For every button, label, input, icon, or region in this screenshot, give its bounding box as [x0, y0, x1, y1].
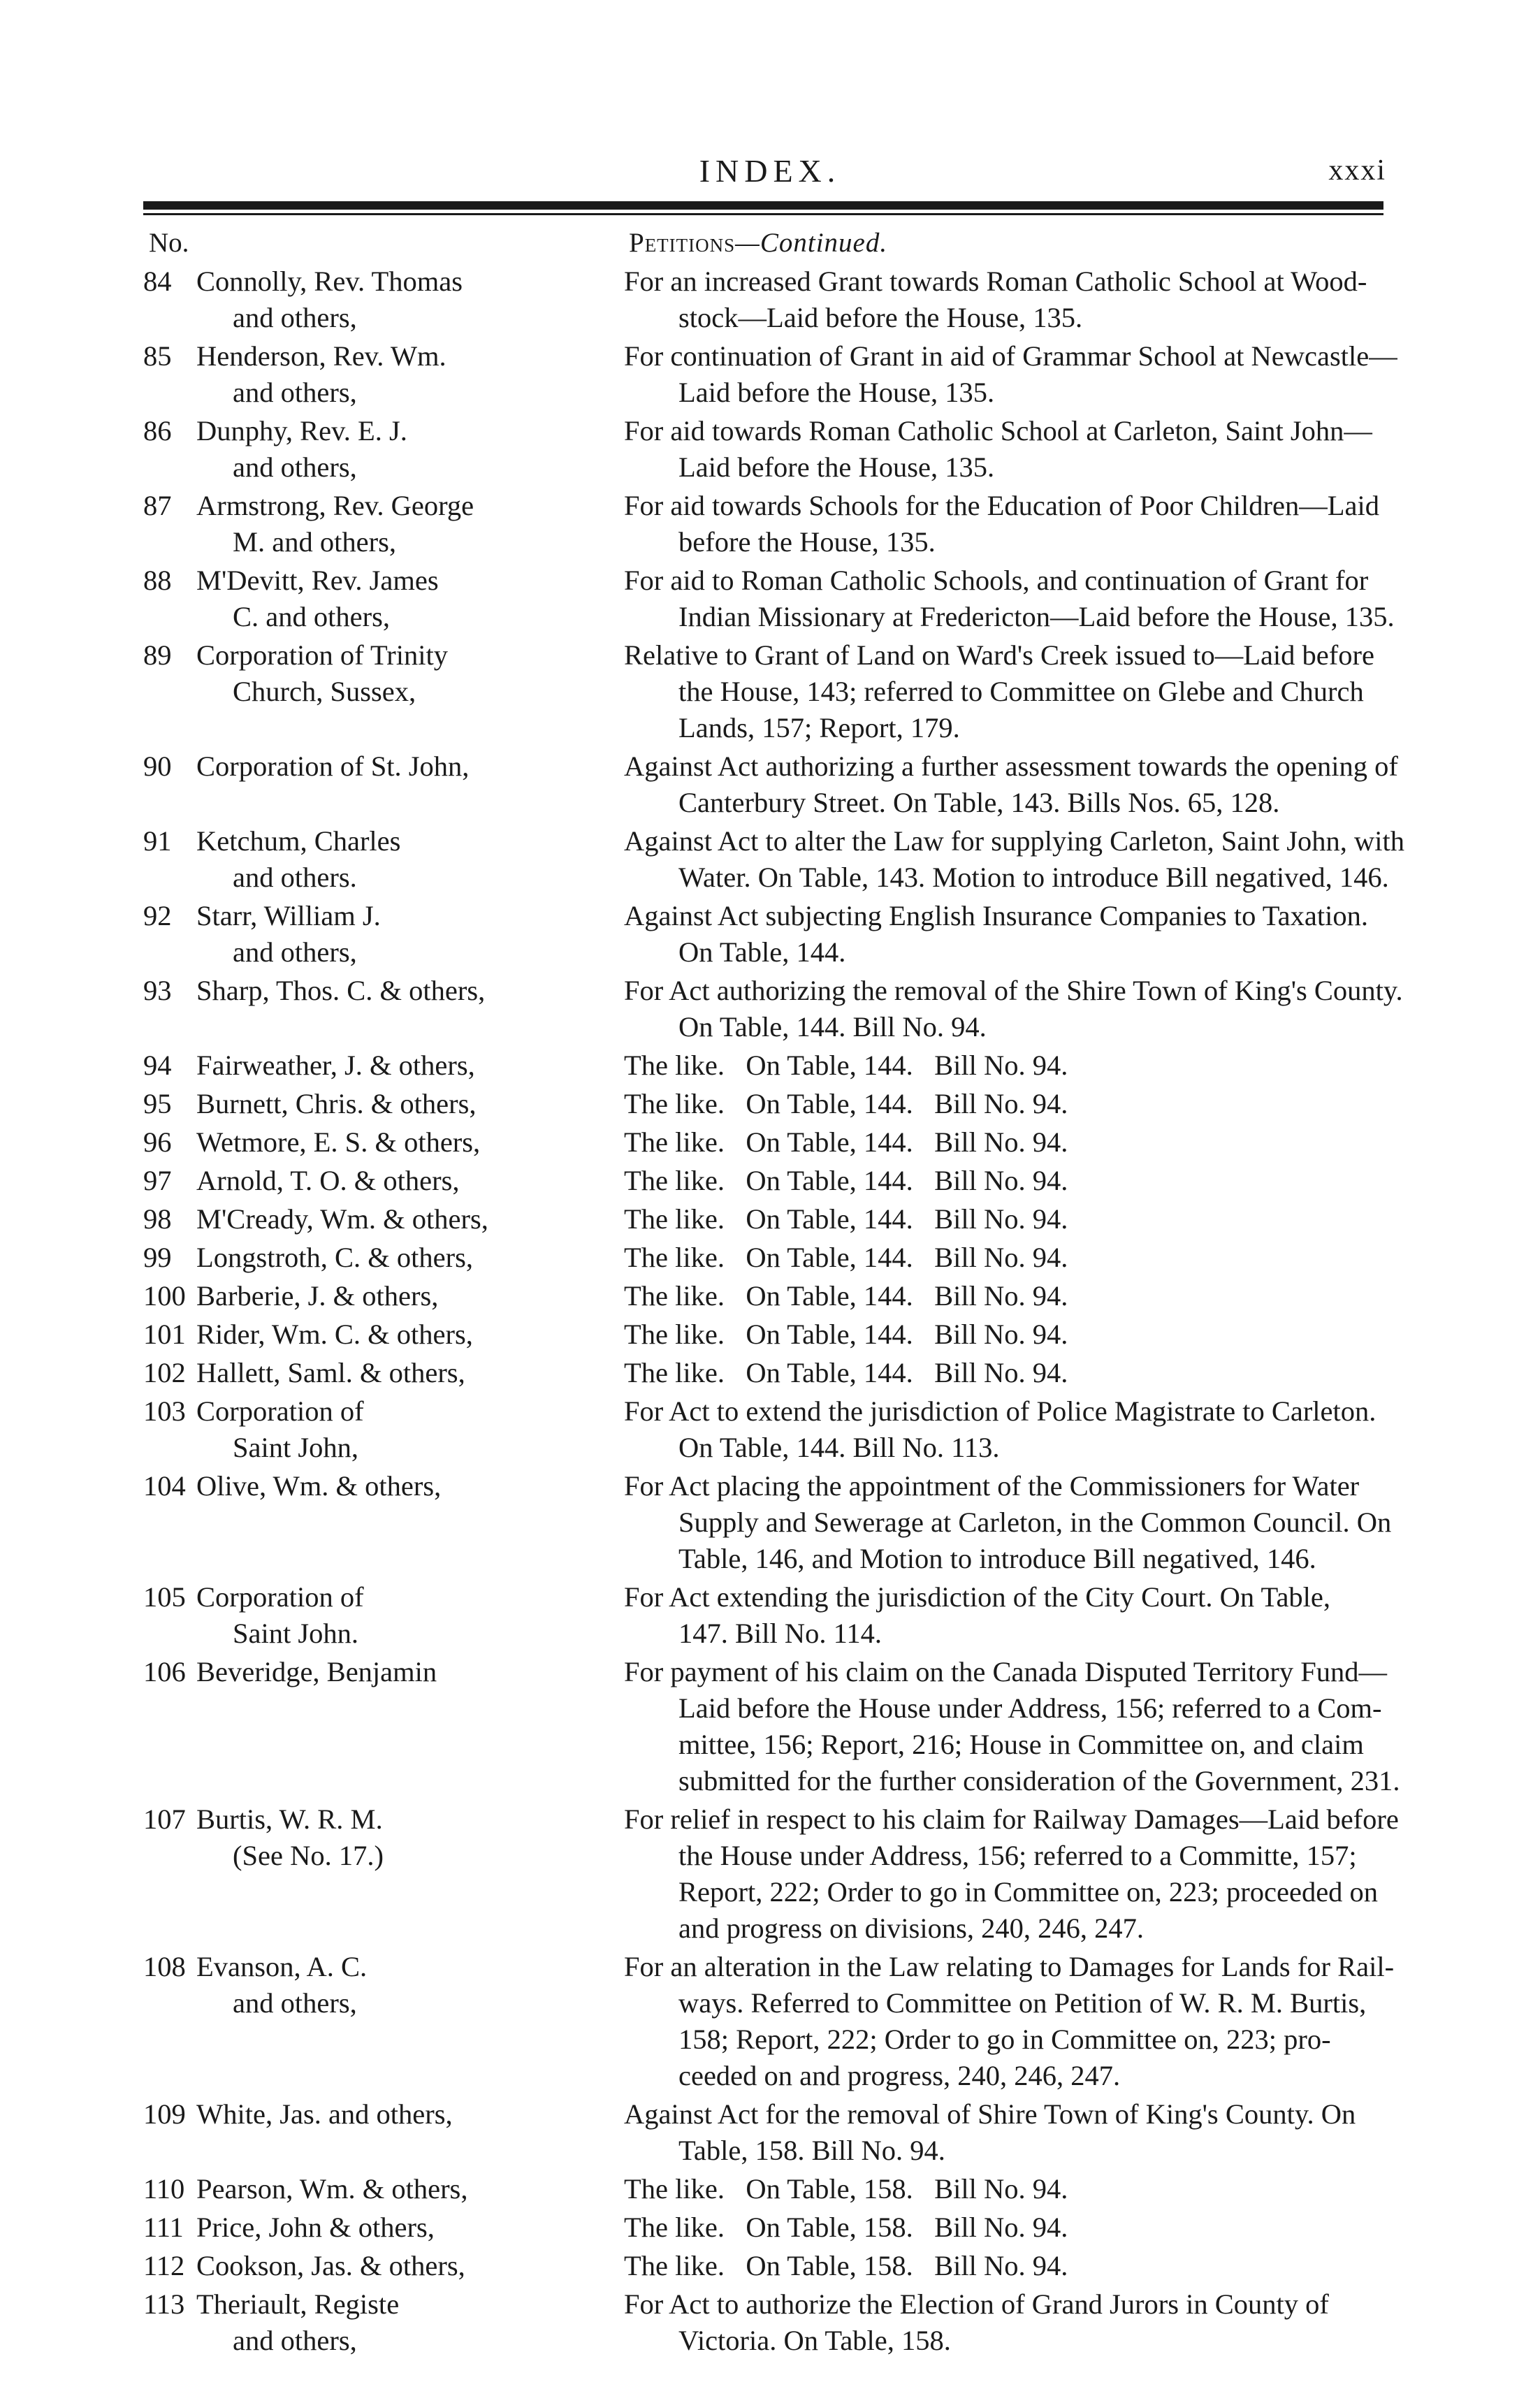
index-entry [143, 1086, 1383, 1122]
description-line: The like. On Table, 158. Bill No. 94. [624, 2173, 1068, 2205]
entry-description [624, 748, 1398, 821]
entry-petitioner [196, 1201, 624, 1237]
index-entry [143, 1801, 1399, 1947]
entry-petitioner [196, 637, 624, 746]
petitioner-name: Ketchum, Charles [196, 825, 401, 857]
petitioner-name: Pearson, Wm. & others, [196, 2173, 468, 2205]
entry-description [624, 338, 1397, 411]
description-line: For Act authorizing the removal of the Shire Town of King's County. [624, 975, 1403, 1006]
index-entry [143, 1201, 1383, 1237]
description-line-continued: Water. On Table, 143. Motion to introduce Bill negatived, 146. [678, 862, 1389, 893]
description-line: For aid towards Schools for the Education of Poor Children—Laid [624, 490, 1379, 521]
description-line-continued: 147. Bill No. 114. [678, 1618, 882, 1649]
entry-petitioner [196, 748, 624, 821]
petitioner-name: Price, John & others, [196, 2212, 435, 2243]
petitioner-name-continued: and others, [233, 936, 357, 968]
description-line-continued: ceeded on and progress, 240, 246, 247. [678, 2060, 1121, 2091]
description-line: The like. On Table, 158. Bill No. 94. [624, 2212, 1068, 2243]
entry-number: 113 [143, 2288, 185, 2320]
petitioner-name: Armstrong, Rev. George [196, 490, 474, 521]
entry-number: 111 [143, 2212, 184, 2243]
entry-number: 112 [143, 2250, 185, 2281]
description-line: For Act placing the appointment of the Commissioners for Water [624, 1470, 1360, 1502]
entry-description [624, 2171, 1383, 2207]
entry-petitioner [196, 1654, 624, 1799]
entry-description [624, 1654, 1400, 1799]
entry-petitioner [196, 1047, 624, 1084]
description-line: For continuation of Grant in aid of Grammar School at Newcastle— [624, 340, 1397, 372]
index-entry [143, 2286, 1383, 2359]
description-line: Relative to Grant of Land on Ward's Creek issued to—Laid before [624, 639, 1374, 671]
entry-number: 108 [143, 1951, 186, 1982]
petitioner-name: Beveridge, Benjamin [196, 1656, 437, 1687]
running-head [0, 152, 1540, 194]
petitioner-name: Cookson, Jas. & others, [196, 2250, 465, 2281]
petitioner-name-continued: Church, Sussex, [233, 676, 416, 707]
petitioner-name: Theriault, Registe [196, 2288, 400, 2320]
entry-number: 97 [143, 1165, 172, 1196]
entry-petitioner [196, 1316, 624, 1353]
petitioner-name: Starr, William J. [196, 900, 381, 931]
index-entry [143, 1468, 1392, 1577]
entry-description [624, 1468, 1391, 1577]
entry-petitioner [196, 2286, 624, 2359]
description-line: The like. On Table, 144. Bill No. 94. [624, 1050, 1068, 1081]
entry-petitioner [196, 1579, 624, 1652]
description-line: The like. On Table, 144. Bill No. 94. [624, 1357, 1068, 1388]
entry-description [624, 488, 1383, 560]
entry-description [624, 2209, 1383, 2246]
entry-petitioner [196, 1468, 624, 1577]
description-line: The like. On Table, 144. Bill No. 94. [624, 1242, 1068, 1273]
entry-description [624, 1355, 1383, 1391]
description-line: The like. On Table, 144. Bill No. 94. [624, 1319, 1068, 1350]
petitioner-name: White, Jas. and others, [196, 2098, 453, 2130]
entry-number: 105 [143, 1581, 186, 1613]
index-entry [143, 413, 1383, 486]
description-line: For Act extending the jurisdiction of the City Court. On Table, [624, 1581, 1331, 1613]
index-entry [143, 1949, 1395, 2094]
petitioner-name-continued: M. and others, [233, 526, 396, 558]
entry-number: 85 [143, 340, 172, 372]
entry-number: 89 [143, 639, 172, 671]
index-entry [143, 1047, 1383, 1084]
index-entry [143, 637, 1383, 746]
entry-number: 107 [143, 1803, 186, 1835]
description-line: For Act to extend the jurisdiction of Police Magistrate to Carleton. [624, 1395, 1376, 1427]
petitioner-name: Dunphy, Rev. E. J. [196, 415, 407, 446]
description-line: For an alteration in the Law relating to Damages for Lands for Rail- [624, 1951, 1395, 1982]
description-line-continued: Lands, 157; Report, 179. [678, 712, 960, 743]
entry-description [624, 1393, 1383, 1466]
entry-description [624, 1801, 1399, 1947]
description-line-continued: Supply and Sewerage at Carleton, in the Common Council. On [678, 1506, 1392, 1538]
petitioner-name: Sharp, Thos. C. & others, [196, 975, 486, 1006]
description-line: The like. On Table, 144. Bill No. 94. [624, 1203, 1068, 1235]
entry-description [624, 973, 1403, 1045]
section-continued: —Continued. [735, 228, 888, 258]
entry-description [624, 562, 1395, 635]
description-line-continued: Laid before the House under Address, 156; referred to a Com- [678, 1692, 1382, 1724]
description-line-continued: Report, 222; Order to go in Committee on, 223; proceeded on [678, 1876, 1379, 1908]
entry-petitioner [196, 1163, 624, 1199]
petitioner-name: Burtis, W. R. M. [196, 1803, 383, 1835]
petition-entries [143, 263, 1404, 2361]
index-entry [143, 1654, 1400, 1799]
entry-petitioner [196, 2209, 624, 2246]
petitioner-name: Wetmore, E. S. & others, [196, 1126, 481, 1158]
description-line-continued: 158; Report, 222; Order to go in Committee on, 223; pro- [678, 2024, 1331, 2055]
entry-number: 86 [143, 415, 172, 446]
entry-description [624, 2248, 1383, 2284]
index-entry [143, 1240, 1383, 1276]
description-line: Against Act to alter the Law for supplying Carleton, Saint John, with [624, 825, 1404, 857]
entry-number: 98 [143, 1203, 172, 1235]
entry-description [624, 1240, 1383, 1276]
entry-number: 88 [143, 565, 172, 596]
entry-description [624, 1124, 1383, 1161]
entry-description [624, 1949, 1394, 2094]
entry-petitioner [196, 1355, 624, 1391]
index-entry [143, 1278, 1383, 1314]
entry-petitioner [196, 898, 624, 971]
entry-description [624, 898, 1383, 971]
description-line-continued: ways. Referred to Committee on Petition of W. R. M. Burtis, [678, 1987, 1367, 2019]
description-line: For payment of his claim on the Canada Disputed Territory Fund— [624, 1656, 1387, 1687]
description-line: For relief in respect to his claim for Railway Damages—Laid before [624, 1803, 1399, 1835]
description-line-continued: On Table, 144. [678, 936, 846, 968]
entry-number: 104 [143, 1470, 186, 1502]
description-line-continued: and progress on divisions, 240, 246, 247. [678, 1912, 1144, 1944]
entry-number: 100 [143, 1280, 186, 1312]
entry-petitioner [196, 1801, 624, 1947]
entry-description [624, 1278, 1383, 1314]
header-rule-thin [143, 213, 1383, 215]
entry-number: 102 [143, 1357, 186, 1388]
index-entry [143, 562, 1395, 635]
description-line-continued: Canterbury Street. On Table, 143. Bills Nos. 65, 128. [678, 787, 1280, 818]
description-line-continued: Indian Missionary at Fredericton—Laid before the House, 135. [678, 601, 1395, 632]
index-entry [143, 748, 1398, 821]
entry-number: 93 [143, 975, 172, 1006]
entry-petitioner [196, 263, 624, 336]
petitioner-name: Burnett, Chris. & others, [196, 1088, 477, 1119]
entry-number: 110 [143, 2173, 185, 2205]
entry-number: 90 [143, 750, 172, 782]
entry-petitioner [196, 1949, 624, 2094]
index-entry [143, 2209, 1383, 2246]
entry-number: 109 [143, 2098, 186, 2130]
entry-number: 84 [143, 266, 172, 297]
description-line: For aid towards Roman Catholic School at Carleton, Saint John— [624, 415, 1372, 446]
description-line-continued: before the House, 135. [678, 526, 936, 558]
index-entry [143, 338, 1397, 411]
petitioner-name: Barberie, J. & others, [196, 1280, 439, 1312]
entry-petitioner [196, 2171, 624, 2207]
entry-number: 87 [143, 490, 172, 521]
entry-description [624, 1201, 1383, 1237]
description-line: For aid to Roman Catholic Schools, and continuation of Grant for [624, 565, 1369, 596]
description-line-continued: Laid before the House, 135. [678, 377, 995, 408]
description-line: The like. On Table, 144. Bill No. 94. [624, 1126, 1068, 1158]
entry-description [624, 637, 1383, 746]
entry-number: 91 [143, 825, 172, 857]
entry-description [624, 1579, 1383, 1652]
description-line-continued: the House, 143; referred to Committee on Glebe and Church [678, 676, 1364, 707]
entry-description [624, 413, 1383, 486]
index-entry [143, 973, 1403, 1045]
column-headings [143, 227, 1383, 262]
description-line: The like. On Table, 158. Bill No. 94. [624, 2250, 1068, 2281]
entry-number: 92 [143, 900, 172, 931]
index-entry [143, 263, 1383, 336]
entry-petitioner [196, 2248, 624, 2284]
index-entry [143, 1579, 1383, 1652]
petitioner-name: Corporation of [196, 1395, 364, 1427]
description-line-continued: the House under Address, 156; referred to a Committe, 157; [678, 1840, 1357, 1871]
entry-description [624, 823, 1404, 896]
petitioner-name-continued: and others, [233, 2325, 357, 2356]
section-title: Petitions [629, 228, 736, 258]
header-rule-thick [143, 201, 1383, 210]
entry-petitioner [196, 2096, 624, 2169]
column-heading-no: No. [149, 228, 189, 258]
petitioner-name: Arnold, T. O. & others, [196, 1165, 460, 1196]
petitioner-name: Olive, Wm. & others, [196, 1470, 442, 1502]
petitioner-name: Rider, Wm. C. & others, [196, 1319, 473, 1350]
description-line: The like. On Table, 144. Bill No. 94. [624, 1165, 1068, 1196]
description-line: The like. On Table, 144. Bill No. 94. [624, 1088, 1068, 1119]
entry-petitioner [196, 1393, 624, 1466]
petitioner-name: Corporation of Trinity [196, 639, 449, 671]
petitioner-name: Hallett, Saml. & others, [196, 1357, 465, 1388]
entry-petitioner [196, 1240, 624, 1276]
petitioner-name-continued: and others, [233, 377, 357, 408]
entry-petitioner [196, 1278, 624, 1314]
entry-number: 103 [143, 1395, 186, 1427]
column-heading-section [629, 227, 887, 259]
petitioner-name: Corporation of St. John, [196, 750, 470, 782]
petitioner-name: M'Cready, Wm. & others, [196, 1203, 488, 1235]
index-entry [143, 2171, 1383, 2207]
entry-number: 101 [143, 1319, 186, 1350]
entry-number: 99 [143, 1242, 172, 1273]
entry-description [624, 263, 1383, 336]
index-entry [143, 898, 1383, 971]
petitioner-name: Henderson, Rev. Wm. [196, 340, 446, 372]
description-line-continued: Victoria. On Table, 158. [678, 2325, 951, 2356]
description-line-continued: mittee, 156; Report, 216; House in Committee on, and claim [678, 1729, 1364, 1760]
description-line: For Act to authorize the Election of Grand Jurors in County of [624, 2288, 1329, 2320]
petitioner-name: Longstroth, C. & others, [196, 1242, 473, 1273]
index-entry [143, 2096, 1383, 2169]
entry-petitioner [196, 973, 624, 1045]
page-title: INDEX. [699, 153, 841, 189]
entry-description [624, 1086, 1383, 1122]
description-line: The like. On Table, 144. Bill No. 94. [624, 1280, 1068, 1312]
petitioner-name-continued: and others. [233, 862, 357, 893]
index-entry [143, 823, 1404, 896]
entry-petitioner [196, 413, 624, 486]
index-entry [143, 1316, 1383, 1353]
petitioner-name: Connolly, Rev. Thomas [196, 266, 463, 297]
description-line: For an increased Grant towards Roman Catholic School at Wood- [624, 266, 1367, 297]
petitioner-name-continued: Saint John. [233, 1618, 359, 1649]
entry-petitioner [196, 823, 624, 896]
entry-description [624, 1047, 1383, 1084]
petitioner-name: Fairweather, J. & others, [196, 1050, 475, 1081]
description-line: Against Act subjecting English Insurance Companies to Taxation. [624, 900, 1368, 931]
entry-petitioner [196, 1124, 624, 1161]
entry-description [624, 2096, 1383, 2169]
entry-number: 96 [143, 1126, 172, 1158]
index-entry [143, 2248, 1383, 2284]
index-entry [143, 1124, 1383, 1161]
petitioner-name-continued: (See No. 17.) [233, 1840, 384, 1871]
entry-description [624, 1316, 1383, 1353]
entry-description [624, 2286, 1383, 2359]
description-line-continued: submitted for the further consideration of the Government, 231. [678, 1765, 1400, 1796]
petitioner-name: M'Devitt, Rev. James [196, 565, 439, 596]
entry-petitioner [196, 488, 624, 560]
entry-petitioner [196, 338, 624, 411]
petitioner-name-continued: and others, [233, 1987, 357, 2019]
description-line: Against Act for the removal of Shire Town of King's County. On [624, 2098, 1356, 2130]
petitioner-name-continued: C. and others, [233, 601, 390, 632]
index-entry [143, 1355, 1383, 1391]
description-line-continued: Table, 146, and Motion to introduce Bill negatived, 146. [678, 1543, 1316, 1574]
page-number: xxxi [1328, 154, 1386, 187]
entry-petitioner [196, 562, 624, 635]
entry-petitioner [196, 1086, 624, 1122]
description-line-continued: Laid before the House, 135. [678, 451, 995, 483]
index-entry [143, 488, 1383, 560]
index-entry [143, 1393, 1383, 1466]
description-line: Against Act authorizing a further assessment towards the opening of [624, 750, 1398, 782]
petitioner-name: Corporation of [196, 1581, 364, 1613]
petitioner-name-continued: and others, [233, 302, 357, 333]
entry-number: 106 [143, 1656, 186, 1687]
petitioner-name-continued: and others, [233, 451, 357, 483]
entry-number: 95 [143, 1088, 172, 1119]
description-line-continued: Table, 158. Bill No. 94. [678, 2135, 945, 2166]
description-line-continued: On Table, 144. Bill No. 113. [678, 1432, 1000, 1463]
description-line-continued: stock—Laid before the House, 135. [678, 302, 1083, 333]
description-line-continued: On Table, 144. Bill No. 94. [678, 1011, 987, 1043]
petitioner-name: Evanson, A. C. [196, 1951, 368, 1982]
petitioner-name-continued: Saint John, [233, 1432, 359, 1463]
entry-description [624, 1163, 1383, 1199]
index-entry [143, 1163, 1383, 1199]
entry-number: 94 [143, 1050, 172, 1081]
